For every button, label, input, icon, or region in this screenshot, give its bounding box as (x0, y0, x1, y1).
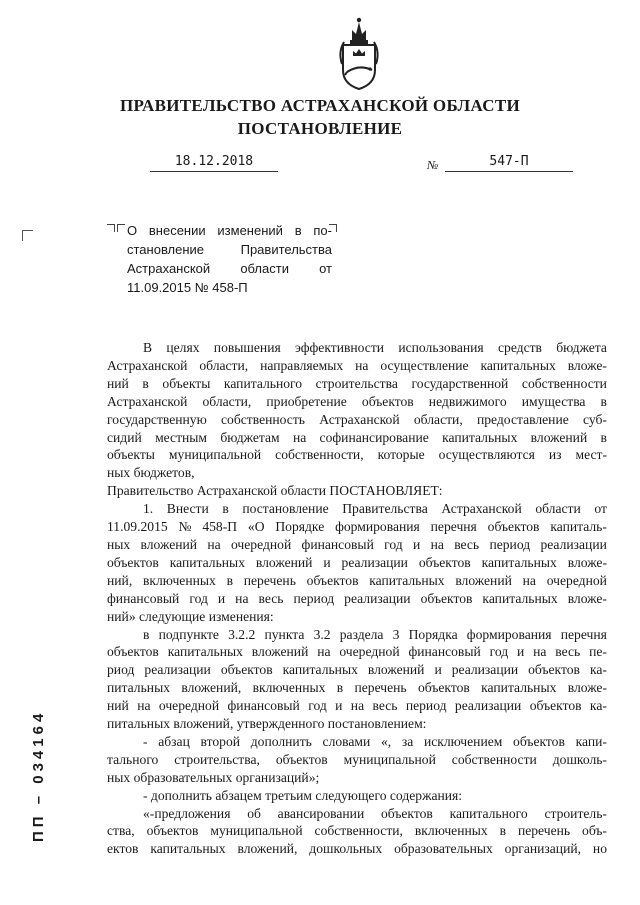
subject-line: Астраханской области от (127, 261, 332, 276)
subject-line: становление Правительства (127, 242, 332, 257)
government-title: ПРАВИТЕЛЬСТВО АСТРАХАНСКОЙ ОБЛАСТИ (120, 96, 520, 115)
body-line: ний на очередной финансовый год и на весь период реализации объектов ка- (107, 698, 607, 714)
body-line: сидий местным бюджетам на софинансирование капитальных вложений в (107, 429, 607, 445)
body-line: объектов капитальных вложений и реализации объектов капитальных вложе- (107, 554, 607, 570)
body-line: объекты муниципальной собственности, которые осуществляются из мест- (107, 447, 607, 463)
subject-line: О внесении изменений в по- (127, 223, 332, 238)
body-line: - дополнить абзацем третьим следующего содержания: (143, 787, 463, 803)
coat-of-arms-icon (330, 12, 388, 92)
body-line: ектов капитальных вложений, дошкольных образовательных организаций, но (107, 841, 607, 857)
body-line: 1. Внести в постановление Правительства Астраханской области от (143, 501, 607, 517)
body-line: питальных вложений, утвержденного постановлением: (107, 716, 427, 732)
body-line: «-предложения об авансировании объектов капитального строитель- (143, 805, 607, 821)
subject-block (127, 221, 332, 297)
document-type: ПОСТАНОВЛЕНИЕ (237, 119, 403, 138)
body-line: в подпункте 3.2.2 пункта 3.2 раздела 3 Порядка формирования перечня (143, 626, 607, 642)
body-line: Астраханской области, направляемых на осуществление капитальных вложе- (107, 357, 607, 373)
body-line: ний» следующие изменения: (107, 608, 274, 624)
document-date: 18.12.2018 (150, 154, 278, 172)
body-line: риод реализации объектов капитальных вложений и реализации объектов ка- (107, 662, 607, 678)
serial-number-code: ПП – 034164 (30, 709, 47, 842)
body-line: государственную собственность Астраханской области, предоставление суб- (107, 411, 607, 427)
subject-line: 11.09.2015 № 458-П (127, 280, 248, 295)
body-line: ных бюджетов, (107, 465, 195, 481)
body-line: ства, объектов муниципальной собственности, включенных в перечень объ- (107, 823, 607, 839)
body-line: ний, включенных в перечень объектов капитальных вложений на очередной (107, 572, 607, 588)
body-line: ных образовательных организаций»; (107, 769, 320, 785)
body-line: финансовый год и на весь период реализации объектов капитальных вложе- (107, 590, 607, 606)
number-sign: № (427, 158, 439, 172)
body-line: ний в объекты капитального строительства государственной собственности (107, 375, 607, 391)
body-line: тального строительства, объектов муниципальной собственности дошколь- (107, 751, 607, 767)
body-line: Правительство Астраханской области ПОСТАНОВЛЯЕТ: (107, 483, 443, 499)
body-line: В целях повышения эффективности использования средств бюджета (143, 340, 607, 355)
body-line: объектов капитальных вложений на очередной финансовый год и на весь пе- (107, 644, 607, 660)
body-line: ных вложений на очередной финансовый год и на весь период реализации (107, 536, 607, 552)
document-number: 547-П (445, 154, 573, 172)
body-line: - абзац второй дополнить словами «, за исключением объектов капи- (143, 733, 607, 749)
subject-bracket-left (107, 224, 115, 232)
body-line: Астраханской области, приобретение объектов недвижимого имущества в (107, 393, 607, 409)
margin-corner-mark (22, 230, 33, 241)
body-line: питальных вложений, включенных в перечень объектов капитальных вложе- (107, 680, 607, 696)
subject-bracket-left-inner (117, 224, 125, 232)
body-text (107, 339, 607, 858)
body-line: 11.09.2015 № 458-П «О Порядке формирования перечня объектов капиталь- (107, 519, 607, 535)
